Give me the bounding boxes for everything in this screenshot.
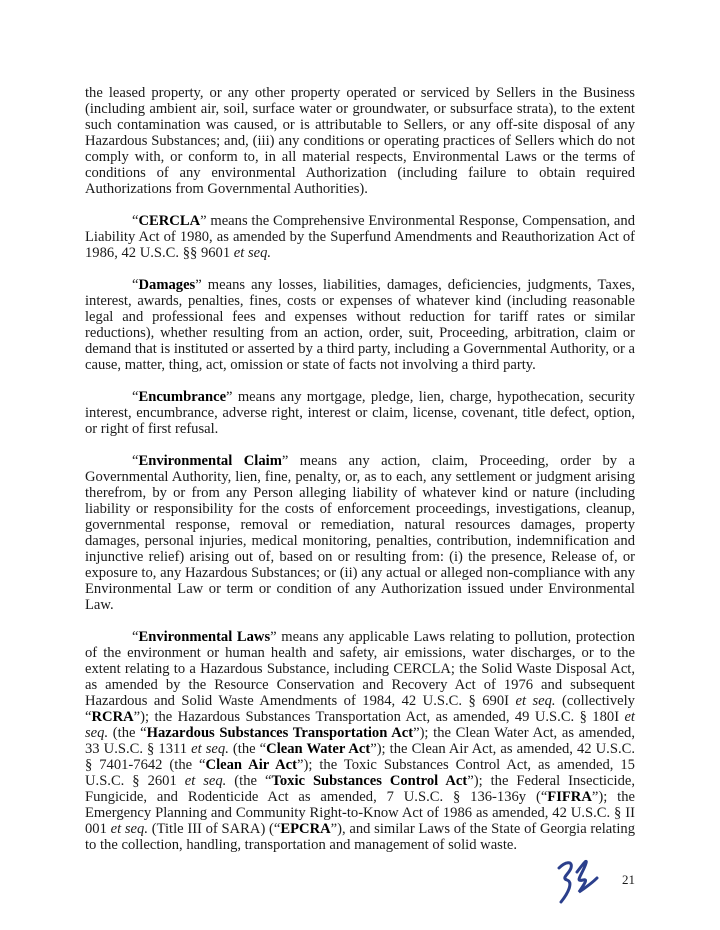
text-run: ” means any mortgage, pledge, lien, charge, hypothecation, security interest, encumbrance, adverse right, interest or claim, license, covenant, title defect, option, or right of first refusal. [85,389,635,437]
text-run: the leased property, or any other property operated or serviced by Sellers in the Business (including ambient air, soil, surface water or groundwater, or subsurface strata), to the extent such contamination was caused, or is attributable to Sellers, or any off-site disposal of any Hazardous Substances; and, (iii) any conditions or operating practices of Sellers which do not comply with, or conform to, in all material respects, Environmental Laws or the terms of conditions of any environmental Authorization (including failure to obtain required Authorizations from Governmental Authorities). [85,85,635,197]
text-run: (the “ [108,725,147,741]
text-run: ”), and similar Laws of the State of Georgia relating to the collection, handling, transportation and management of solid waste. [85,821,635,853]
defined-term: Damages [138,277,196,293]
text-run: ”); the Clean Air Act, as amended, 42 U.S.C. § 7401-7642 (the “ [85,741,635,773]
document-body [85,85,635,869]
defined-term: FIFRA [547,789,592,805]
italic-text: et seq. [184,773,227,789]
paragraph-environmental-claim [85,453,635,613]
paragraph-cercla [85,213,635,261]
page-number: 21 [622,872,635,887]
text-run: ”); the Hazardous Substances Transportation Act, as amended, 49 U.S.C. § 180I [133,709,625,725]
defined-term: Clean Water Act [266,741,371,757]
defined-term: CERCLA [138,213,201,229]
defined-term: EPCRA [280,821,331,837]
paragraph-encumbrance [85,389,635,437]
text-run: “ [132,629,139,645]
italic-text: et seq. [515,693,556,709]
paragraph-continuation [85,85,635,197]
text-run: “ [132,277,139,293]
initials-signature-icon [553,848,603,908]
defined-term: RCRA [91,709,134,725]
paragraph-environmental-laws [85,629,635,853]
defined-term: Encumbrance [138,389,227,405]
text-run: “ [132,453,139,469]
text-run: ”); the Clean Water Act, as amended, 33 U.S.C. § 1311 [85,725,635,757]
italic-text: et seq. [191,741,229,757]
text-run: ” means the Comprehensive Environmental Response, Compensation, and Liability Act of 1980, as amended by the Superfund Amendments and Reauthorization Act of 1986, 42 U.S.C. §§ 9601 [85,213,635,261]
italic-text: et seq. [85,709,635,741]
paragraph-damages [85,277,635,373]
defined-term: Toxic Substances Control Act [271,773,468,789]
text-run: “ [132,389,139,405]
defined-term: Hazardous Substances Transportation Act [146,725,414,741]
text-run: “ [132,213,139,229]
text-run: ”); the Toxic Substances Control Act, as amended, 15 U.S.C. § 2601 [85,757,635,789]
defined-term: Clean Air Act [205,757,297,773]
text-run: (collectively “ [85,693,635,725]
defined-term: Environmental Claim [138,453,282,469]
text-run: ” means any applicable Laws relating to pollution, protection of the environment or human health and safety, air emissions, water discharges, or to the extent relating to a Hazardous Substance, including CERCLA; the Solid Waste Disposal Act, as amended by the Resource Conservation and Recovery Act of 1976 and subsequent Hazardous and Solid Waste Amendments of 1984, 42 U.S.C. § 690I [85,629,635,709]
text-run: ”); the Federal Insecticide, Fungicide, and Rodenticide Act as amended, 7 U.S.C. § 136-136y (“ [85,773,636,805]
italic-text: et seq. [110,821,148,837]
text-run: (the “ [226,773,272,789]
text-run: ”); the Emergency Planning and Community Right-to-Know Act of 1986 as amended, 42 U.S.C. § II 001 [85,789,635,837]
text-run: (Title III of SARA) (“ [147,821,281,837]
text-run: ” means any losses, liabilities, damages, deficiencies, judgments, Taxes, interest, awards, penalties, fines, costs or expenses of whatever kind (including reasonable legal and professional fees and expenses without reduction for tariff rates or similar reductions), whether resulting from an action, order, suit, Proceeding, arbitration, claim or demand that is instituted or asserted by a third party, including a Governmental Authority, or a cause, matter, thing, act, omission or state of facts not involving a third party. [85,277,635,373]
italic-text: et seq. [233,245,272,261]
text-run: (the “ [228,741,267,757]
text-run: ” means any action, claim, Proceeding, order by a Governmental Authority, lien, fine, penalty, or, as to each, any settlement or judgment arising therefrom, by or from any Person alleging liability of whatever kind or nature (including liability or responsibility for the costs of enforcement proceedings, investigations, cleanup, governmental response, removal or remediation, natural resources damages, property damages, personal injuries, medical monitoring, penalties, contribution, indemnification and injunctive relief) arising out of, based on or resulting from: (i) the presence, Release of, or exposure to, any Hazardous Substances; or (ii) any actual or alleged non-compliance with any Environmental Law or term or condition of any Authorization issued under Environmental Law. [85,453,635,613]
defined-term: Environmental Laws [138,629,271,645]
